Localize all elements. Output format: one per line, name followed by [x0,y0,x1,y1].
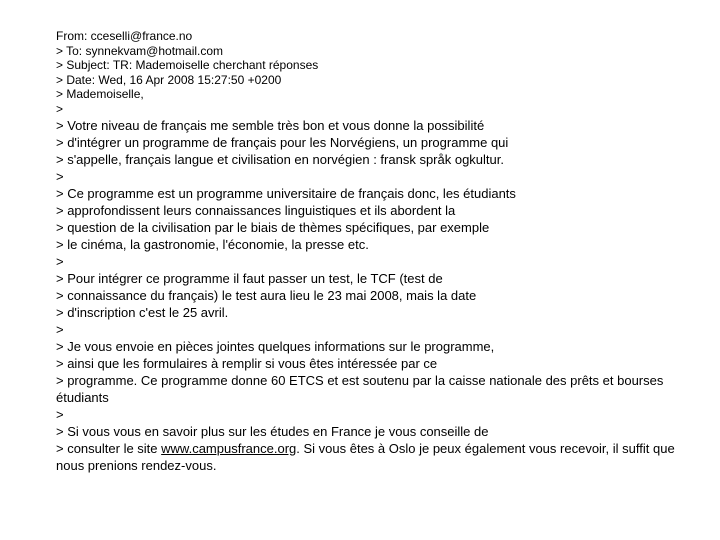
body-line: > Si vous vous en savoir plus sur les études en France je vous conseille de [56,424,489,439]
body-line: > [56,322,64,337]
body-line: > Pour intégrer ce programme il faut passer un test, le TCF (test de [56,271,443,286]
header-date: > Date: Wed, 16 Apr 2008 15:27:50 +0200 [56,72,282,87]
email-body [56,117,679,474]
link-line-suffix: . Si vous êtes à Oslo je peux également vous recevoir, il suffit que nous prenions rendez-vous. [56,441,679,473]
body-line: > [56,169,64,184]
header-subject: > Subject: TR: Mademoiselle cherchant réponses [56,58,319,73]
header-quote-marker: > [56,101,64,116]
body-line: > connaissance du français) le test aura lieu le 23 mai 2008, mais la date [56,288,477,303]
body-line: > Je vous envoie en pièces jointes quelques informations sur le programme, [56,339,495,354]
header-greeting: > Mademoiselle, [56,87,144,102]
body-line: > approfondissent leurs connaissances linguistiques et ils abordent la [56,203,456,218]
email-header [56,29,696,117]
body-line: > programme. Ce programme donne 60 ETCS et est soutenu par la caisse nationale des prêts et bourses étudiants [56,373,667,405]
body-line: > Ce programme est un programme universitaire de français donc, les étudiants [56,186,516,201]
body-line: > d'inscription c'est le 25 avril. [56,305,229,320]
body-line: > Votre niveau de français me semble très bon et vous donne la possibilité [56,118,485,133]
body-line-with-link [56,440,679,474]
body-line: > d'intégrer un programme de français pour les Norvégiens, un programme qui [56,135,509,150]
link-line-prefix: > consulter le site [56,441,162,456]
body-line: > question de la civilisation par le biais de thèmes spécifiques, par exemple [56,220,490,235]
body-line: > le cinéma, la gastronomie, l'économie, la presse etc. [56,237,369,252]
body-line: > ainsi que les formulaires à remplir si vous êtes intéressée par ce [56,356,438,371]
header-from: From: cceselli@france.no [56,29,193,43]
body-line: > [56,254,64,269]
body-line: > s'appelle, français langue et civilisation en norvégien : fransk språk ogkultur. [56,152,504,167]
campusfrance-link[interactable]: www.campusfrance.org [161,441,297,456]
body-line: > [56,407,64,422]
header-to: > To: synnekvam@hotmail.com [56,43,224,58]
